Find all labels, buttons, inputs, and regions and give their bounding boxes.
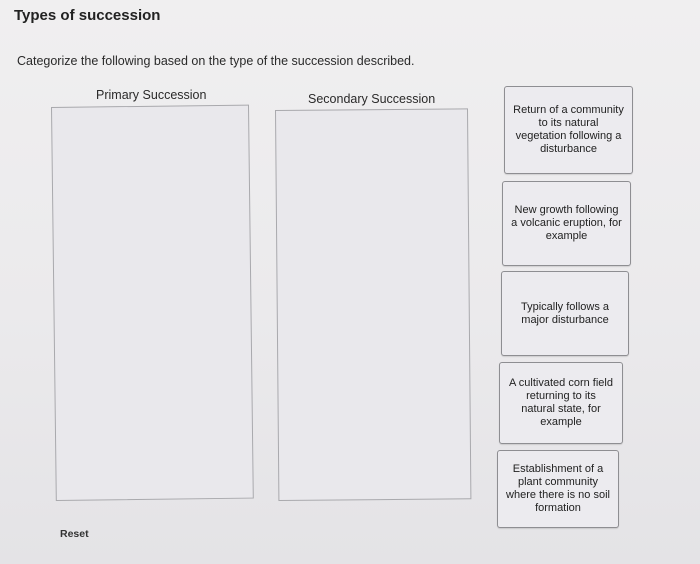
draggable-card-volcanic-eruption[interactable] [502, 181, 631, 266]
card-text: Return of a community to its natural vegetation following a disturbance [513, 104, 624, 155]
instruction-text: Categorize the following based on the type of the succession described. [17, 54, 415, 68]
secondary-succession-header: Secondary Succession [308, 92, 436, 106]
draggable-card-corn-field[interactable] [499, 362, 623, 444]
page-title: Types of succession [14, 7, 161, 24]
secondary-succession-dropzone[interactable] [275, 108, 471, 501]
reset-button[interactable]: Reset [60, 528, 89, 540]
card-text: New growth following a volcanic eruption, for example [511, 204, 622, 242]
draggable-card-major-disturbance[interactable] [501, 271, 629, 356]
primary-succession-header: Primary Succession [96, 88, 207, 102]
primary-succession-dropzone[interactable] [51, 105, 254, 501]
card-text: Typically follows a major disturbance [520, 300, 610, 326]
draggable-card-return-of-community[interactable] [504, 86, 633, 174]
card-text: A cultivated corn field returning to its natural state, for example [509, 377, 613, 428]
draggable-card-no-soil-formation[interactable] [497, 450, 619, 528]
card-text: Establishment of a plant community where there is no soil formation [506, 463, 610, 514]
